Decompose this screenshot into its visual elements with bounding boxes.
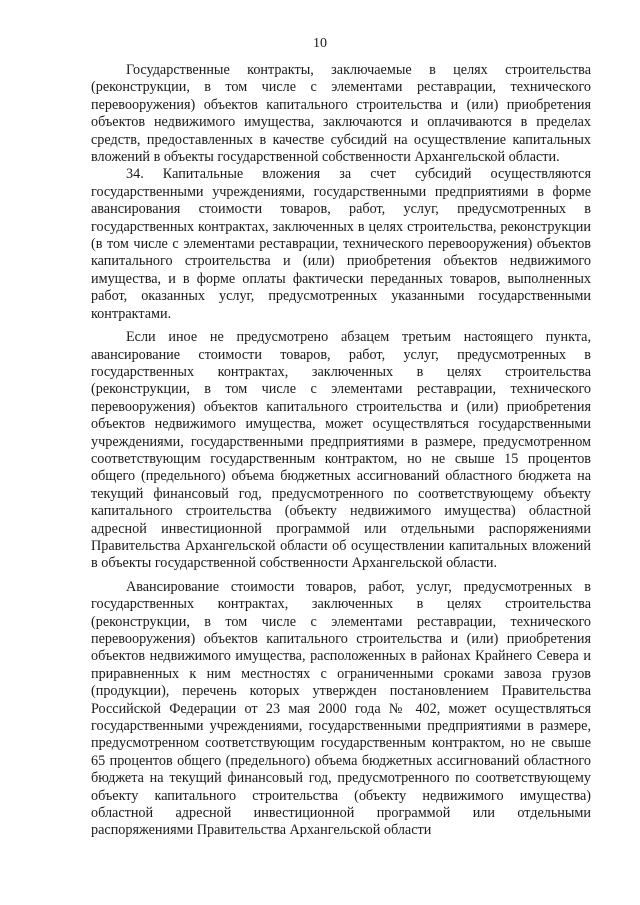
paragraph-advance-15-percent: Если иное не предусмотрено абзацем третьим настоящего пункта, авансирование стоимости товаров, работ, услуг, предусмотренных в государственных контрактах, заключенных в целях строительства (реконструкции, в том числе с элементами реставрации, технического перевооружения) объектов капитального строительства и (или) приобретения объектов недвижимого имущества, может осуществляться государственными учреждениями, государственными предприятиями в размере, предусмотренном соответствующим государственным контрактом, но не свыше 15 процентов общего (предельного) объема бюджетных ассигнований областного бюджета на текущий финансовый год, предусмотренного по соответствующему объекту капитального строительства (объекту недвижимого имущества) областной адресной инвестиционной программой или отдельными распоряжениями Правительства Архангельской области об осуществлении капитальных вложений в объекты государственной собственности Архангельской области. bbox=[91, 329, 591, 572]
paragraph-contracts: Государственные контракты, заключаемые в целях строительства (реконструкции, в том числе с элементами реставрации, технического перевооружения) объектов капитального строительства и (или) приобретения объектов недвижимого имущества, заключаются и оплачиваются в пределах средств, предоставленных в качестве субсидий на осуществление капитальных вложений в объекты государственной собственности Архангельской области. bbox=[91, 62, 591, 166]
page-number: 10 bbox=[313, 36, 327, 51]
document-body bbox=[91, 62, 591, 840]
paragraph-item-34: 34. Капитальные вложения за счет субсидий осуществляются государственными учреждениями, государственными предприятиями в форме авансирования стоимости товаров, работ, услуг, предусмотренных в государственных контрактах, заключенных в целях строительства, реконструкции (в том числе с элементами реставрации, технического перевооружения) объектов капитального строительства и (или) приобретения объектов недвижимого имущества, и в форме оплаты фактически переданных товаров, выполненных работ, оказанных услуг, предусмотренных указанными государственными контрактами. bbox=[91, 166, 591, 322]
paragraph-advance-65-percent: Авансирование стоимости товаров, работ, услуг, предусмотренных в государственных контрактах, заключенных в целях строительства (реконструкции, в том числе с элементами реставрации, технического перевооружения) объектов капитального строительства и (или) приобретения объектов недвижимого имущества, расположенных в районах Крайнего Севера и приравненных к ним местностях с ограниченными сроками завоза грузов (продукции), перечень которых утвержден постановлением Правительства Российской Федерации от 23 мая 2000 года № 402, может осуществляться государственными учреждениями, государственными предприятиями в размере, предусмотренном соответствующим государственным контрактом, но не свыше 65 процентов общего (предельного) объема бюджетных ассигнований областного бюджета на текущий финансовый год, предусмотренного по соответствующему объекту капитального строительства (объекту недвижимого имущества) областной адресной инвестиционной программой или отдельными распоряжениями Правительства Архангельской области bbox=[91, 578, 591, 839]
